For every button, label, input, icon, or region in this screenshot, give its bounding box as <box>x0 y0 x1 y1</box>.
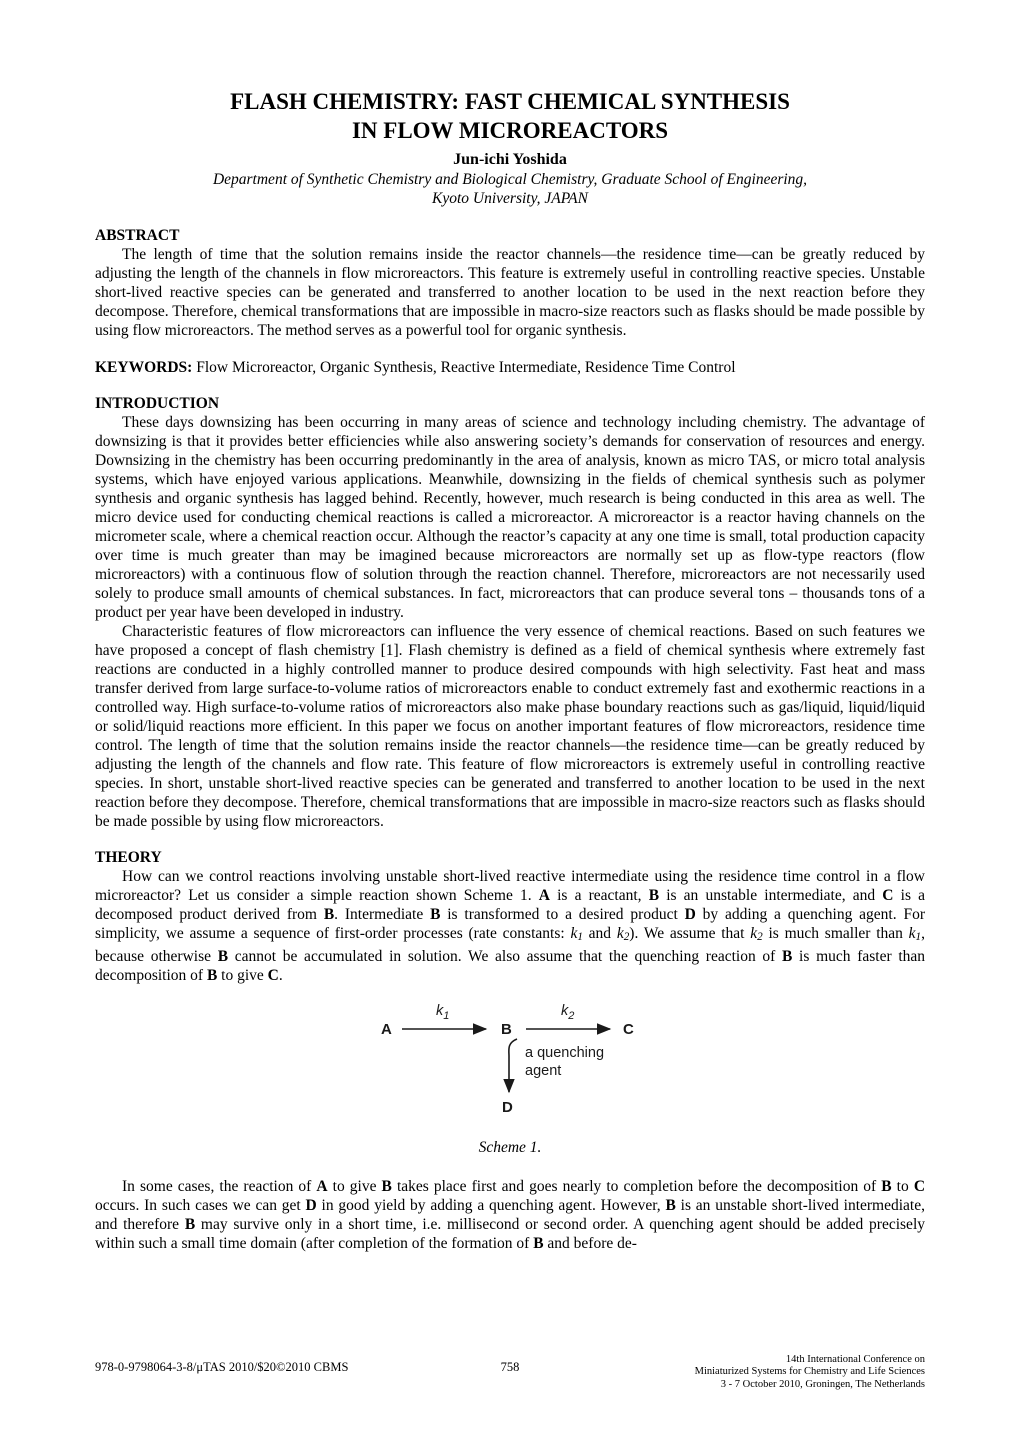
footer-conference-line-3: 3 - 7 October 2010, Groningen, The Netherlands <box>720 1378 925 1390</box>
theory-paragraph: How can we control reactions involving unstable short-lived reactive intermediate using the residence time control in a flow microreactor? Let us consider a simple reaction shown Scheme 1. A is a reactant, B is an unstable intermediate, and C is a decomposed product derived from B. Intermediate B is transformed to a desired product D by adding a quenching agent. For simplicity, we assume a sequence of first-order processes (rate constants: k1 and k2). We assume that k2 is much smaller than k1, because otherwise B cannot be accumulated in solution. We also assume that the quenching reaction of B is much faster than decomposition of B to give C. <box>95 867 926 984</box>
footer-conference-info <box>545 1354 925 1391</box>
footer-isbn: 978-0-9798064-3-8/μTAS 2010/$20©2010 CBMS <box>95 1360 349 1374</box>
keywords-label: KEYWORDS: <box>95 358 193 376</box>
closing-paragraph: In some cases, the reaction of A to give B takes place first and goes nearly to completion before the decomposition of B to C occurs. In such cases we can get D in good yield by adding a quenching agent. However, B is an unstable short-lived intermediate, and therefore B may survive only in a short time, i.e. millisecond or second order. A quenching agent should be added precisely within such a small time domain (after completion of the formation of B and before de- <box>95 1177 926 1252</box>
footer-page-number: 758 <box>500 1360 520 1374</box>
scheme-species-d: D <box>502 1098 513 1116</box>
quenching-agent-label-line-1: a quenching <box>525 1044 605 1061</box>
footer-conference-line-2: Miniaturized Systems for Chemistry and Life Sciences <box>694 1366 925 1378</box>
theory-heading: THEORY <box>95 848 162 866</box>
scheme-species-c: C <box>623 1020 634 1038</box>
paper-title-line-2: IN FLOW MICROREACTORS <box>351 117 669 143</box>
author-name: Jun-ichi Yoshida <box>453 150 567 168</box>
scheme-species-b: B <box>501 1020 512 1038</box>
paper-title <box>95 88 925 146</box>
scheme-rate-constant-k1 <box>436 1003 449 1022</box>
scheme-rate-constant-k2 <box>561 1003 574 1022</box>
scheme-caption: Scheme 1. <box>478 1138 542 1156</box>
scheme-1-figure <box>380 1002 640 1121</box>
introduction-paragraph-1: These days downsizing has been occurring in many areas of science and technology including chemistry. The advantage of downsizing is that it provides better efficiencies while also answering society’s demands for conservation of resources and energy. Downsizing in the chemistry has been occurring predominantly in the area of analysis, known as micro TAS, or micro total analysis systems, which have enjoyed various applications. Meanwhile, downsizing in the fields of chemical synthesis such as polymer synthesis and organic synthesis has lagged behind. Recently, however, much research is being conducted in this area as well. The micro device used for conducting chemical reactions is called a microreactor. A microreactor is a reactor having channels on the micrometer scale, where a chemical reaction occur. Although the reactor’s capacity at any one time is small, total production capacity over time is much greater than may be imagined because microreactors are normally set up as flow-type reactors (flow microreactors) with a continuous flow of solution through the reaction channel. Therefore, microreactors are not necessarily used solely to produce small amounts of chemical substances. In fact, microreactors that can produce several tons – thousands tons of a product per year have been developed in industry. <box>95 413 925 621</box>
arrow-b-to-d <box>509 1039 517 1092</box>
footer-conference-line-1: 14th International Conference on <box>785 1354 925 1365</box>
author-affiliation <box>95 170 925 209</box>
affiliation-line-1: Department of Synthetic Chemistry and Biological Chemistry, Graduate School of Engineering, <box>212 170 808 188</box>
page-footer <box>95 1354 925 1391</box>
k1-base: k <box>436 1002 444 1019</box>
keywords-text: Flow Microreactor, Organic Synthesis, Reactive Intermediate, Residence Time Control <box>192 358 736 376</box>
abstract-heading: ABSTRACT <box>95 226 180 244</box>
keywords-line <box>95 358 925 377</box>
quenching-agent-label-line-2: agent <box>525 1062 562 1079</box>
affiliation-line-2: Kyoto University, JAPAN <box>432 190 588 208</box>
abstract-paragraph: The length of time that the solution remains inside the reactor channels—the residence time—can be greatly reduced by adjusting the length of the channels in flow microreactors. This feature is extremely useful in controlling reactive species. Unstable short-lived reactive species can be generated and transferred to another location to be used in the next reaction before they decompose. Therefore, chemical transformations that are impossible in macro-size reactors such as flasks should be made possible by using flow microreactors. The method serves as a powerful tool for organic synthesis. <box>95 245 925 339</box>
k2-subscript: 2 <box>568 1009 575 1022</box>
scheme-species-a: A <box>381 1020 392 1038</box>
paper-title-line-1: FLASH CHEMISTRY: FAST CHEMICAL SYNTHESIS <box>230 89 790 114</box>
introduction-heading: INTRODUCTION <box>95 394 220 412</box>
introduction-paragraph-2: Characteristic features of flow microreactors can influence the very essence of chemical reactions. Based on such features we have proposed a concept of flash chemistry [1]. Flash chemistry is defined as a field of chemical synthesis where extremely fast reactions are conducted in a highly controlled manner to produce desired compounds with high selectivity. Fast heat and mass transfer derived from large surface-to-volume ratios of microreactors enable to conduct extremely fast and exothermic reactions in a controlled way. High surface-to-volume ratios of microreactors also make phase boundary reactions such as gas/liquid, liquid/liquid or solid/liquid reactions more efficient. In this paper we focus on another important features of flow microreactors, residence time control. The length of time that the solution remains inside the reactor channels—the residence time—can be greatly reduced by adjusting the length of the channels and flow rate. This feature of flow microreactors is extremely useful in controlling reactive species. In short, unstable short-lived reactive species can be generated and transferred to another location to be used in the next reaction before they decompose. Therefore, chemical transformations that are impossible in macro-size reactors such as flasks should be made possible by using flow microreactors. <box>95 622 925 830</box>
k2-base: k <box>561 1002 569 1019</box>
k1-subscript: 1 <box>443 1009 450 1022</box>
